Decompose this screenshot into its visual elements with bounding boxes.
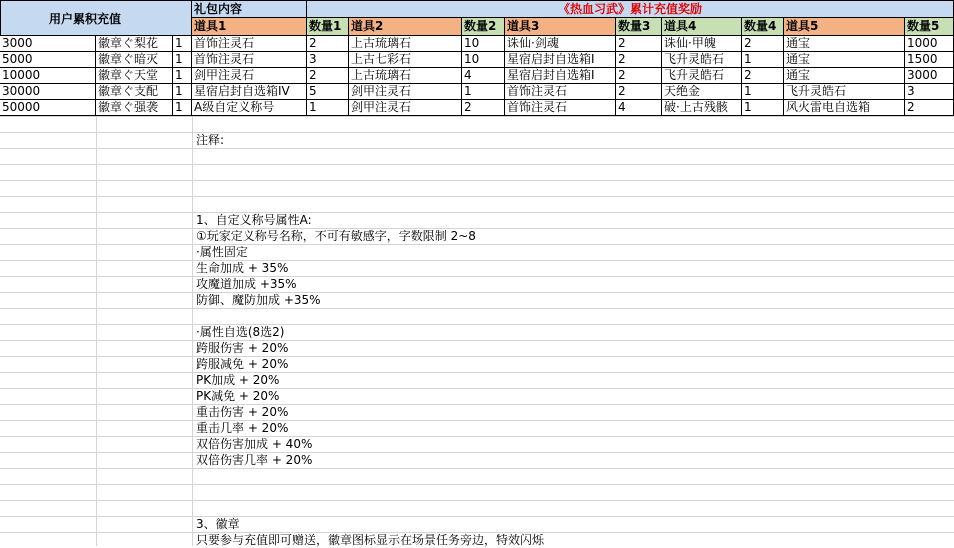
cell-badge[interactable]: 徽章ぐ天堂 — [96, 68, 173, 84]
cell-q3[interactable]: 2 — [616, 84, 662, 100]
cell-badge[interactable]: 徽章ぐ强袭 — [96, 100, 173, 116]
note-line[interactable]: ·属性固定 — [196, 245, 248, 259]
cell-i1[interactable]: 星宿启封自选箱IV — [192, 84, 307, 100]
header-user-total[interactable]: 用户累积充值 — [0, 0, 192, 36]
cell-i3[interactable]: 首饰注灵石 — [505, 100, 616, 116]
note-line[interactable]: ①玩家定义称号名称，不可有敏感字，字数限制 2~8 — [196, 229, 476, 243]
cell-q4[interactable]: 1 — [742, 52, 784, 68]
cell-i2[interactable]: 上古七彩石 — [349, 52, 462, 68]
cell-q3[interactable]: 2 — [616, 68, 662, 84]
cell-i4[interactable]: 破·上古残骸 — [662, 100, 742, 116]
cell-i1[interactable]: A级自定义称号 — [192, 100, 307, 116]
cell-i3[interactable]: 星宿启封自选箱I — [505, 68, 616, 84]
column-header-1[interactable]: 道具1 — [192, 18, 307, 36]
cell-q1[interactable]: 1 — [307, 100, 349, 116]
note-line[interactable]: 双倍伤害几率 + 20% — [196, 453, 313, 467]
cell-q2[interactable]: 10 — [462, 52, 505, 68]
cell-i4[interactable]: 天绝金 — [662, 84, 742, 100]
note-line[interactable]: ·属性自选(8选2) — [196, 325, 285, 339]
cell-badge-qty[interactable]: 1 — [173, 36, 192, 52]
cell-q4[interactable]: 2 — [742, 68, 784, 84]
cell-i5[interactable]: 飞升灵皓石 — [784, 84, 905, 100]
cell-amount[interactable]: 3000 — [0, 36, 96, 52]
cell-q2[interactable]: 1 — [462, 84, 505, 100]
column-header-10[interactable]: 数量5 — [905, 18, 954, 36]
note-line[interactable]: 跨服减免 + 20% — [196, 357, 289, 371]
notes-heading[interactable]: 注释: — [196, 133, 225, 147]
cell-q5[interactable]: 1000 — [905, 36, 954, 52]
cell-i5[interactable]: 通宝 — [784, 52, 905, 68]
cell-i3[interactable]: 首饰注灵石 — [505, 84, 616, 100]
cell-q1[interactable]: 3 — [307, 52, 349, 68]
cell-badge-qty[interactable]: 1 — [173, 52, 192, 68]
header-gift-content[interactable]: 礼包内容 — [192, 0, 307, 18]
cell-amount[interactable]: 30000 — [0, 84, 96, 100]
cell-i1[interactable]: 剑甲注灵石 — [192, 68, 307, 84]
cell-i2[interactable]: 剑甲注灵石 — [349, 100, 462, 116]
cell-i4[interactable]: 诛仙·甲魄 — [662, 36, 742, 52]
cell-i5[interactable]: 风火雷电自选箱 — [784, 100, 905, 116]
cell-i2[interactable]: 上古琉璃石 — [349, 68, 462, 84]
column-header-3[interactable]: 道具2 — [349, 18, 462, 36]
cell-q1[interactable]: 2 — [307, 68, 349, 84]
note-line[interactable]: 生命加成 + 35% — [196, 261, 289, 275]
cell-badge-qty[interactable]: 1 — [173, 100, 192, 116]
header-title[interactable]: 《热血习武》累计充值奖励 — [307, 0, 954, 18]
column-header-9[interactable]: 道具5 — [784, 18, 905, 36]
note-line[interactable]: 防御、魔防加成 +35% — [196, 293, 321, 307]
cell-i2[interactable]: 上古琉璃石 — [349, 36, 462, 52]
cell-q2[interactable]: 4 — [462, 68, 505, 84]
note-line[interactable]: 跨服伤害 + 20% — [196, 341, 289, 355]
cell-i4[interactable]: 飞升灵皓石 — [662, 68, 742, 84]
cell-badge[interactable]: 徽章ぐ梨花 — [96, 36, 173, 52]
cell-i2[interactable]: 剑甲注灵石 — [349, 84, 462, 100]
note-line[interactable]: 1、自定义称号属性A: — [196, 213, 312, 227]
cell-badge-qty[interactable]: 1 — [173, 68, 192, 84]
cell-q5[interactable]: 3000 — [905, 68, 954, 84]
cell-i1[interactable]: 首饰注灵石 — [192, 36, 307, 52]
cell-i5[interactable]: 通宝 — [784, 68, 905, 84]
cell-q4[interactable]: 1 — [742, 84, 784, 100]
cell-q5[interactable]: 2 — [905, 100, 954, 116]
cell-amount[interactable]: 50000 — [0, 100, 96, 116]
cell-q5[interactable]: 1500 — [905, 52, 954, 68]
cell-i5[interactable]: 通宝 — [784, 36, 905, 52]
cell-q2[interactable]: 10 — [462, 36, 505, 52]
column-header-7[interactable]: 道具4 — [662, 18, 742, 36]
cell-i3[interactable]: 诛仙·剑魂 — [505, 36, 616, 52]
note-line[interactable]: 只要参与充值即可赠送，徽章图标显示在场景任务旁边，特效闪烁 — [196, 533, 545, 547]
note-line[interactable]: PK减免 + 20% — [196, 389, 280, 403]
cell-i4[interactable]: 飞升灵皓石 — [662, 52, 742, 68]
note-line[interactable]: 3、徽章 — [196, 517, 240, 531]
note-line[interactable]: 双倍伤害加成 + 40% — [196, 437, 313, 451]
cell-q5[interactable]: 3 — [905, 84, 954, 100]
cell-q3[interactable]: 2 — [616, 52, 662, 68]
note-line[interactable]: PK加成 + 20% — [196, 373, 280, 387]
note-line[interactable]: 重击几率 + 20% — [196, 421, 289, 435]
column-header-5[interactable]: 道具3 — [505, 18, 616, 36]
note-line[interactable]: 攻魔道加成 +35% — [196, 277, 297, 291]
cell-q1[interactable]: 2 — [307, 36, 349, 52]
cell-q3[interactable]: 4 — [616, 100, 662, 116]
column-header-4[interactable]: 数量2 — [462, 18, 505, 36]
cell-q3[interactable]: 2 — [616, 36, 662, 52]
cell-badge[interactable]: 徽章ぐ暗灭 — [96, 52, 173, 68]
cell-q4[interactable]: 1 — [742, 100, 784, 116]
column-header-8[interactable]: 数量4 — [742, 18, 784, 36]
cell-q2[interactable]: 2 — [462, 100, 505, 116]
cell-amount[interactable]: 5000 — [0, 52, 96, 68]
note-line[interactable]: 重击伤害 + 20% — [196, 405, 289, 419]
cell-badge[interactable]: 徽章ぐ支配 — [96, 84, 173, 100]
column-header-2[interactable]: 数量1 — [307, 18, 349, 36]
cell-q1[interactable]: 5 — [307, 84, 349, 100]
column-header-6[interactable]: 数量3 — [616, 18, 662, 36]
cell-i1[interactable]: 首饰注灵石 — [192, 52, 307, 68]
cell-q4[interactable]: 2 — [742, 36, 784, 52]
cell-badge-qty[interactable]: 1 — [173, 84, 192, 100]
cell-i3[interactable]: 星宿启封自选箱I — [505, 52, 616, 68]
cell-amount[interactable]: 10000 — [0, 68, 96, 84]
